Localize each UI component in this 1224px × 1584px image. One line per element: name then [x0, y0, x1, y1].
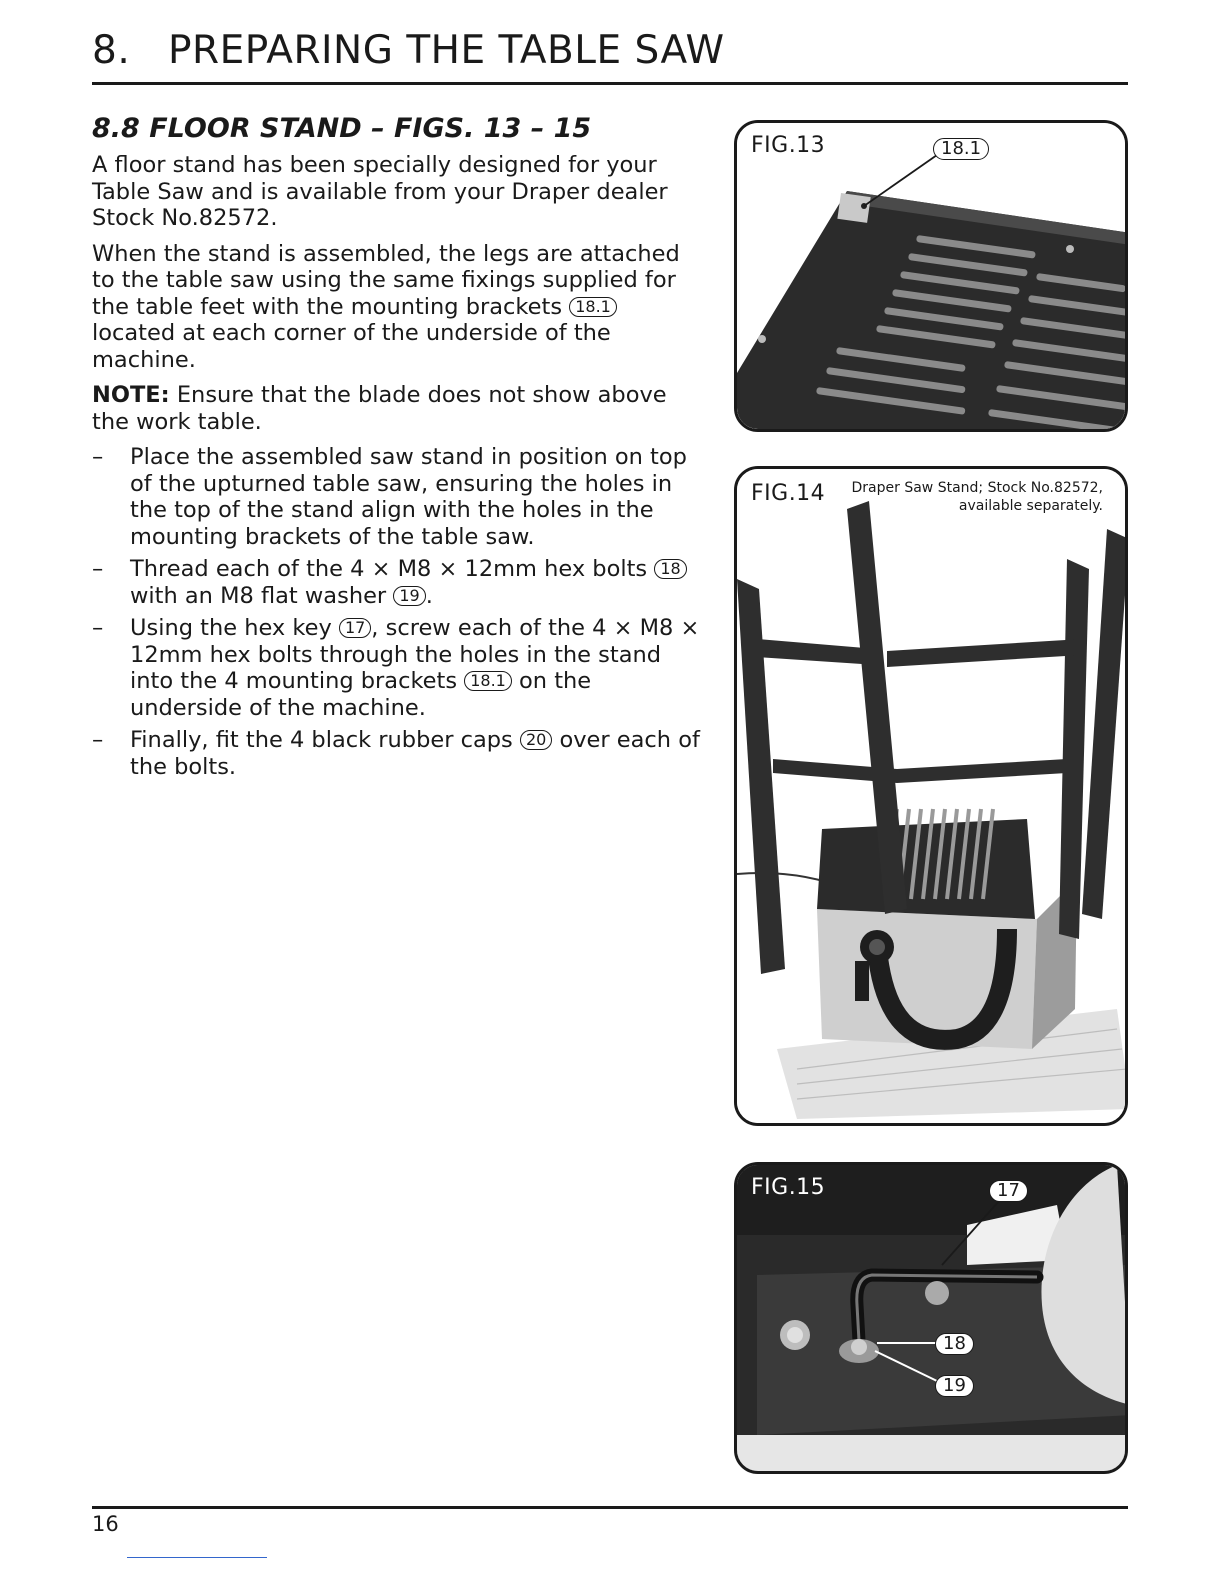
subsection-title: 8.8 FLOOR STAND – FIGS. 13 – 15	[92, 113, 592, 144]
figure-13	[734, 120, 1128, 432]
callout-18-1: 18.1	[464, 671, 512, 691]
callout-19: 19	[393, 586, 425, 606]
list-item: – Thread each of the 4 × M8 × 12mm hex bolts 18 with an M8 flat washer 19 .	[92, 556, 702, 609]
callout-18-1: 18.1	[933, 138, 989, 160]
page-number: 16	[92, 1512, 119, 1536]
callout-17: 17	[339, 618, 371, 638]
callout-17: 17	[989, 1180, 1028, 1202]
figure-15-photo	[737, 1165, 1128, 1474]
footer-rule	[92, 1506, 1128, 1509]
list-item: – Using the hex key 17 , screw each of the 4 × M8 × 12mm hex bolts through the holes in the stand into the 4 mounting brackets 18.1 on the underside of the machine.	[92, 615, 700, 721]
figure-13-photo	[737, 123, 1128, 432]
figure-15	[734, 1162, 1128, 1474]
header-rule	[92, 82, 1128, 85]
figure-15-label: FIG.15	[751, 1175, 826, 1200]
link-underline	[127, 1557, 267, 1558]
note-label: NOTE:	[92, 382, 170, 408]
section-title-text: PREPARING THE TABLE SAW	[168, 28, 725, 73]
assembly-paragraph: When the stand is assembled, the legs are attached to the table saw using the same fixings supplied for the table feet with the mounting brackets 18.1 located at each corner of the underside of the machine.	[92, 240, 680, 373]
figure-14-label: FIG.14	[751, 481, 826, 506]
note-paragraph	[92, 382, 702, 435]
callout-18-1: 18.1	[569, 297, 617, 317]
figure-13-label: FIG.13	[751, 133, 826, 158]
note-text: Ensure that the blade does not show above the work table.	[92, 382, 667, 435]
text-column	[92, 112, 702, 786]
section-title	[92, 28, 725, 73]
intro-paragraph: A floor stand has been specially designed for your Table Saw and is available from your Draper dealer Stock No.82572.	[92, 152, 668, 231]
list-item: – Finally, fit the 4 black rubber caps 20 over each of the bolts.	[92, 727, 700, 780]
callout-20: 20	[520, 730, 552, 750]
callout-19: 19	[935, 1375, 974, 1397]
callout-18: 18	[654, 559, 686, 579]
steps-list	[92, 444, 702, 780]
figure-14-photo	[737, 469, 1128, 1126]
figure-14-caption: Draper Saw Stand; Stock No.82572, available separately.	[851, 480, 1103, 514]
callout-18: 18	[935, 1333, 974, 1355]
figure-14	[734, 466, 1128, 1126]
section-number: 8.	[92, 28, 131, 73]
list-item: – Place the assembled saw stand in position on top of the upturned table saw, ensuring the holes in the top of the stand align with the holes in the mounting brackets of the table saw.	[92, 444, 687, 550]
